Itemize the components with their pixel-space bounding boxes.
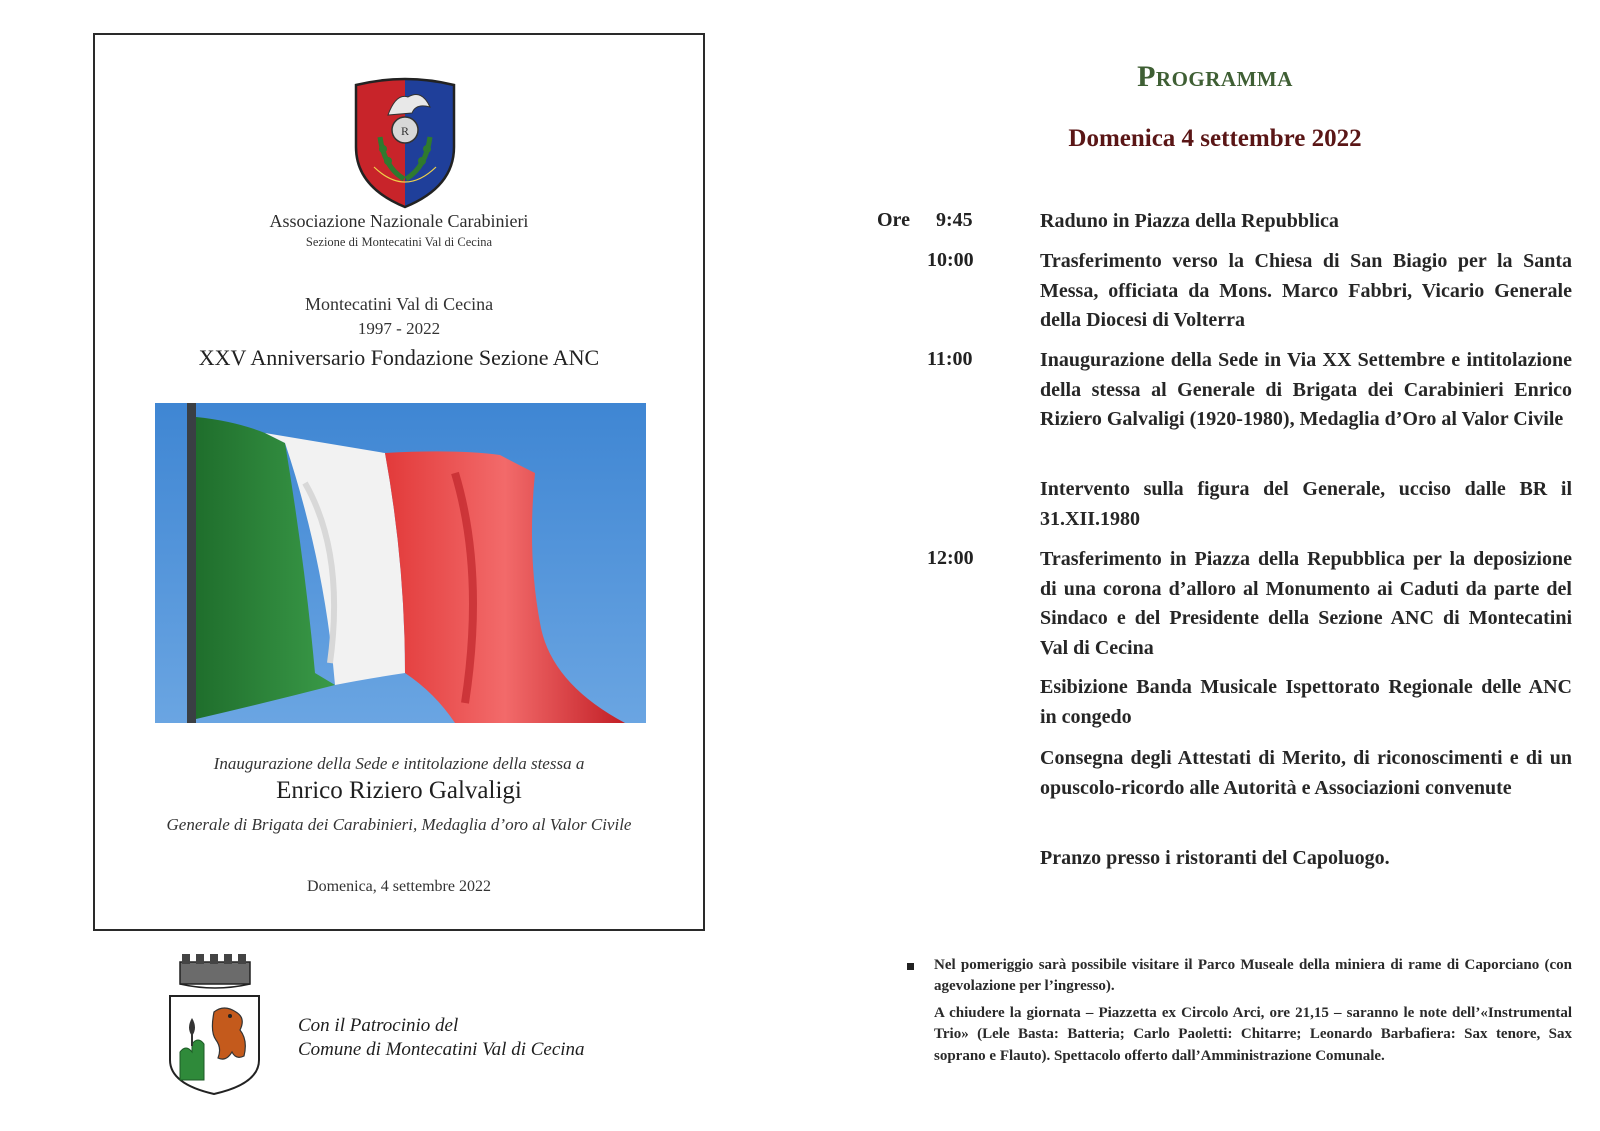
anc-crest-icon	[350, 75, 460, 210]
programme-entry: Esibizione Banda Musicale Ispettorato Regionale delle ANC in congedo	[1040, 676, 1572, 728]
programme-time: 10:00	[927, 249, 974, 271]
programme-entry: Trasferimento in Piazza della Repubblica per la deposizione di una corona d’alloro al Monumento ai Caduti da parte del Sindaco e del Presidente della Sezione ANC di Montecatini Val di Cecina	[1040, 548, 1572, 659]
programme-title: Programma	[1137, 60, 1293, 93]
cover-town: Montecatini Val di Cecina	[304, 294, 494, 314]
programme-entry: Intervento sulla figura del Generale, ucciso dalle BR il 31.XII.1980	[1040, 478, 1572, 530]
programme-entry: Raduno in Piazza della Repubblica	[1040, 210, 1339, 232]
cover-card	[93, 33, 705, 931]
note-afternoon: Nel pomeriggio sarà possibile visitare il Parco Museale della miniera di rame di Caporciano (con agevolazione per l’ingresso).	[934, 957, 1572, 995]
honoree-name: Enrico Riziero Galvaligi	[276, 777, 522, 804]
bullet-icon	[907, 963, 914, 970]
patronage-line-1: Con il Patrocinio del	[298, 1015, 459, 1036]
comune-coat-of-arms-icon	[162, 952, 267, 1097]
italian-flag-image	[155, 403, 646, 723]
association-section: Sezione di Montecatini Val di Cecina	[305, 235, 493, 249]
ore-label: Ore	[877, 209, 910, 231]
programme-time: 11:00	[927, 348, 973, 370]
svg-text:R: R	[400, 124, 410, 138]
programme-time: 12:00	[927, 547, 974, 569]
programme-entry: Pranzo presso i ristoranti del Capoluogo.	[1040, 847, 1390, 869]
programme-date: Domenica 4 settembre 2022	[1068, 125, 1362, 152]
honoree-title: Generale di Brigata dei Carabinieri, Medaglia d’oro al Valor Civile	[166, 815, 632, 834]
programme-entry: Inaugurazione della Sede in Via XX Settembre e intitolazione della stessa al Generale di Brigata dei Carabinieri Enrico Riziero Galvaligi (1920-1980), Medaglia d’Oro al Valor Civile	[1040, 349, 1572, 430]
programme-entry: Trasferimento verso la Chiesa di San Biagio per la Santa Messa, officiata da Mons. Marco Fabbri, Vicario Generale della Diocesi di Volterra	[1040, 250, 1572, 331]
programme-time: 9:45	[936, 209, 973, 231]
programme-entry: Consegna degli Attestati di Merito, di riconoscimenti e di un opuscolo-ricordo alle Autorità e Associazioni convenute	[1040, 747, 1572, 799]
note-evening: A chiudere la giornata – Piazzetta ex Circolo Arci, ore 21,15 – saranno le note dell’«Instrumental Trio» (Lele Basta: Batteria; Carlo Paoletti: Chitarre; Leonardo Barbafiera: Sax tenore, Sax soprano e Flauto). Spettacolo offerto dall’Amministrazione Comunale.	[934, 1005, 1572, 1064]
association-name: Associazione Nazionale Carabinieri	[269, 211, 529, 231]
inauguration-line: Inaugurazione della Sede e intitolazione della stessa a	[213, 754, 585, 773]
cover-anniversary: XXV Anniversario Fondazione Sezione ANC	[198, 345, 600, 370]
cover-date: Domenica, 4 settembre 2022	[307, 878, 491, 895]
patronage-line-2: Comune di Montecatini Val di Cecina	[298, 1039, 585, 1060]
cover-years: 1997 - 2022	[357, 319, 441, 338]
